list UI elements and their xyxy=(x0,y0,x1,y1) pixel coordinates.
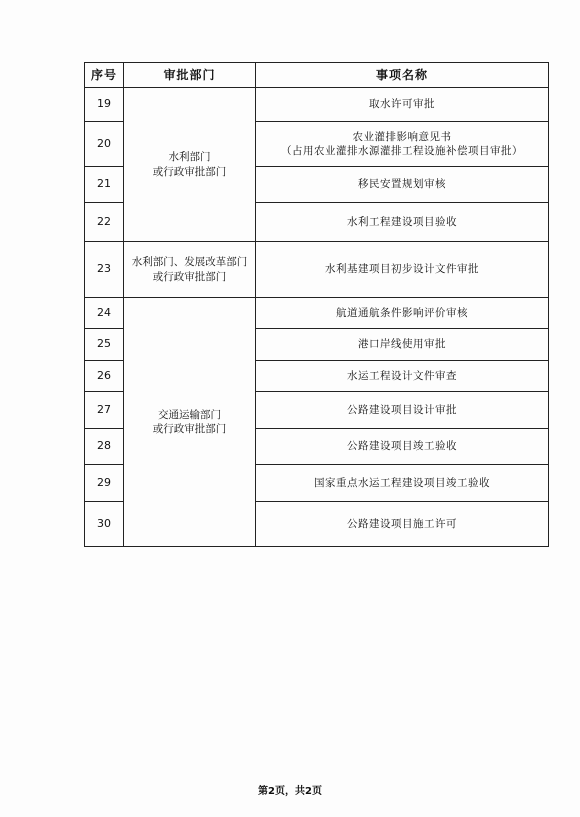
page-number: 第2页，共2页 xyxy=(258,786,322,797)
item-name-cell xyxy=(256,361,549,392)
serial-number-cell: 30 xyxy=(85,502,124,547)
header-serial-number: 序号 xyxy=(85,63,124,88)
item-name-cell xyxy=(256,329,549,361)
serial-number-cell: 19 xyxy=(85,88,124,122)
serial-number-cell: 26 xyxy=(85,361,124,392)
department-line: 交通运输部门 xyxy=(158,408,221,421)
item-name-cell xyxy=(256,502,549,547)
table-row xyxy=(85,298,549,329)
item-name-line: 国家重点水运工程建设项目竣工验收 xyxy=(314,476,490,489)
department-line: 水利部门 xyxy=(168,151,211,164)
item-name-cell xyxy=(256,122,549,167)
item-name-cell xyxy=(256,242,549,298)
serial-number-cell: 29 xyxy=(85,465,124,502)
item-name-line: 农业灌排影响意见书 xyxy=(352,130,452,143)
department-line: 或行政审批部门 xyxy=(152,165,227,178)
serial-number-cell: 25 xyxy=(85,329,124,361)
department-line: 或行政审批部门 xyxy=(152,423,227,435)
item-name-line: 公路建设项目施工许可 xyxy=(347,517,457,530)
table-row xyxy=(85,242,549,298)
serial-number-cell: 24 xyxy=(85,298,124,329)
item-name-cell xyxy=(256,167,549,203)
serial-number-cell: 28 xyxy=(85,429,124,465)
item-name-cell xyxy=(256,429,549,465)
item-name-line: （占用农业灌排水源灌排工程设施补偿项目审批） xyxy=(281,145,523,157)
serial-number-cell: 21 xyxy=(85,167,124,203)
item-name-line: 水利工程建设项目验收 xyxy=(347,215,457,228)
table-body xyxy=(85,88,549,547)
item-name-cell xyxy=(256,88,549,122)
header-approval-department: 审批部门 xyxy=(124,63,256,88)
item-name-line: 公路建设项目设计审批 xyxy=(347,403,457,416)
department-line: 或行政审批部门 xyxy=(152,270,227,283)
department-line: 水利部门、发展改革部门 xyxy=(131,256,248,269)
serial-number-cell: 22 xyxy=(85,203,124,242)
department-cell xyxy=(124,242,256,298)
item-name-line: 公路建设项目竣工验收 xyxy=(347,440,457,453)
serial-number-cell: 27 xyxy=(85,392,124,429)
item-name-line: 移民安置规划审核 xyxy=(358,178,446,191)
item-name-cell xyxy=(256,392,549,429)
item-name-cell xyxy=(256,298,549,329)
department-cell xyxy=(124,88,256,242)
item-name-cell xyxy=(256,203,549,242)
item-name-line: 水运工程设计文件审查 xyxy=(347,369,457,382)
approval-items-table xyxy=(84,62,549,547)
item-name-cell xyxy=(256,465,549,502)
table-header-row xyxy=(85,63,549,88)
header-item-name: 事项名称 xyxy=(256,63,549,88)
department-cell xyxy=(124,298,256,547)
table-row xyxy=(85,88,549,122)
serial-number-cell: 20 xyxy=(85,122,124,167)
item-name-line: 航道通航条件影响评价审核 xyxy=(336,306,468,319)
serial-number-cell: 23 xyxy=(85,242,124,298)
item-name-line: 港口岸线使用审批 xyxy=(358,338,446,351)
item-name-line: 取水许可审批 xyxy=(369,98,435,111)
item-name-line: 水利基建项目初步设计文件审批 xyxy=(325,263,479,276)
